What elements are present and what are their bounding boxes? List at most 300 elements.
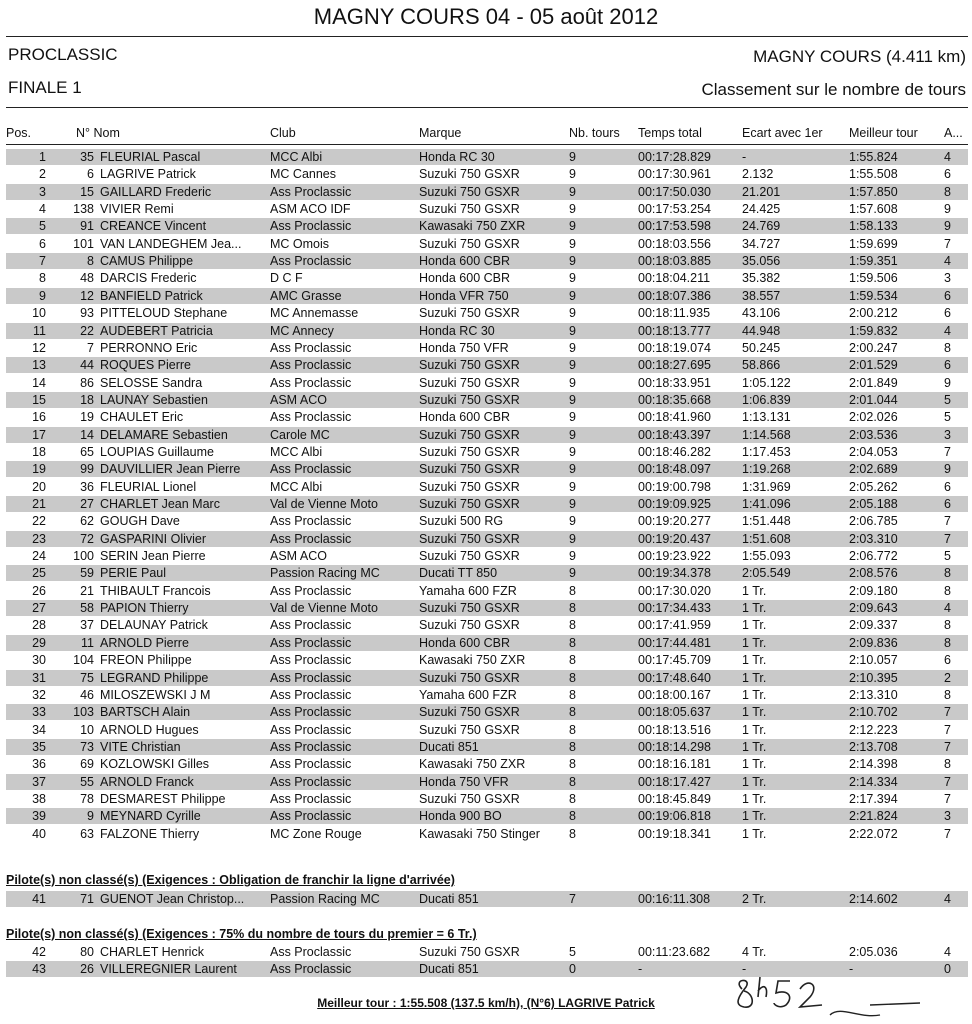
cell-tours: 8 [569, 670, 576, 685]
table-row [6, 184, 968, 200]
cell-nom: VIVIER Remi [100, 202, 174, 217]
cell-best: 2:05.188 [849, 497, 898, 511]
cell-pos: 25 [32, 566, 46, 581]
cell-best: 1:58.133 [849, 219, 898, 234]
cell-best: 2:05.036 [849, 945, 898, 959]
cell-tours: 9 [569, 150, 576, 164]
cell-pos: 11 [33, 323, 46, 338]
cell-nom: AUDEBERT Patricia [100, 323, 213, 338]
cell-nom: FALZONE Thierry [100, 826, 200, 841]
cell-pos: 13 [32, 358, 46, 373]
cell-num: 15 [80, 184, 94, 199]
cell-temps: 00:17:53.254 [638, 202, 711, 217]
cell-num: 7 [87, 340, 94, 355]
cell-num: 86 [80, 375, 94, 390]
cell-club: ASM ACO IDF [270, 202, 351, 217]
cell-temps: 00:18:13.777 [638, 323, 711, 338]
cell-best: 2:01.044 [849, 392, 898, 407]
cell-best: 1:59.351 [849, 254, 898, 269]
table-row [6, 652, 968, 668]
cell-ecart: 4 Tr. [742, 945, 767, 959]
col-club: Club [270, 126, 296, 140]
cell-num: 35 [80, 150, 94, 164]
cell-num: 55 [80, 774, 94, 789]
cell-num: 22 [80, 323, 94, 338]
cell-marque: Suzuki 750 GSXR [419, 375, 520, 390]
cell-num: 19 [80, 410, 94, 425]
cell-nom: CREANCE Vincent [100, 219, 207, 234]
cell-tours: 9 [569, 549, 576, 564]
cell-tours: 9 [569, 427, 576, 442]
cell-nom: PITTELOUD Stephane [100, 306, 228, 321]
cell-club: MCC Albi [270, 150, 323, 164]
cell-a: 4 [944, 254, 951, 269]
table-row [6, 427, 968, 443]
document-title: MAGNY COURS 04 - 05 août 2012 [313, 4, 659, 29]
cell-tours: 8 [569, 791, 576, 806]
cell-pos: 37 [32, 774, 46, 789]
cell-pos: 38 [32, 791, 46, 806]
cell-nom: CHARLET Henrick [100, 945, 204, 959]
cell-tours: 9 [569, 306, 576, 321]
cell-nom: PERRONNO Eric [100, 340, 198, 355]
cell-nom: ARNOLD Pierre [100, 635, 189, 650]
cell-num: 6 [87, 167, 94, 182]
cell-tours: 8 [569, 687, 576, 702]
cell-temps: 00:18:04.211 [638, 271, 711, 286]
cell-best: 2:14.398 [849, 757, 898, 772]
cell-a: 8 [944, 635, 951, 650]
cell-num: 73 [80, 739, 94, 754]
cell-ecart: 2 Tr. [742, 892, 767, 906]
col-a: A... [944, 126, 963, 140]
cell-num: 21 [80, 583, 94, 598]
cell-tours: 9 [569, 566, 576, 581]
cell-a: 7 [944, 514, 951, 529]
table-row [6, 496, 968, 512]
cell-ecart: 1:05.122 [742, 375, 791, 390]
cell-best: 2:14.602 [849, 892, 898, 906]
cell-best: 1:59.832 [849, 323, 898, 338]
cell-club: Ass Proclassic [270, 618, 352, 633]
cell-best: 1:59.506 [849, 271, 898, 286]
cell-a: 8 [944, 687, 951, 702]
cell-tours: 8 [569, 635, 576, 650]
cell-club: MC Cannes [270, 167, 336, 182]
circuit-label: MAGNY COURS (4.411 km) [753, 47, 966, 66]
cell-nom: FREON Philippe [100, 653, 192, 668]
cell-a: 7 [944, 791, 951, 806]
cell-best: 1:57.608 [849, 202, 898, 217]
cell-pos: 3 [39, 184, 46, 199]
cell-pos: 19 [32, 462, 46, 477]
table-row [6, 236, 968, 252]
cell-ecart: 1:51.608 [742, 531, 791, 546]
cell-a: 6 [944, 358, 951, 373]
cell-a: 9 [944, 375, 951, 390]
table-row [6, 444, 968, 460]
cell-best: 2:05.262 [849, 479, 898, 494]
cell-pos: 7 [39, 254, 46, 269]
cell-best: 2:00.212 [849, 306, 898, 321]
cell-best: 2:06.785 [849, 514, 898, 529]
cell-ecart: 1:17.453 [742, 444, 791, 459]
cell-nom: BANFIELD Patrick [100, 288, 203, 303]
cell-club: Ass Proclassic [270, 962, 352, 976]
table-row [6, 687, 968, 703]
cell-ecart: 1 Tr. [742, 791, 767, 806]
cell-num: 91 [80, 219, 94, 234]
cell-temps: 00:18:33.951 [638, 375, 711, 390]
table-row [6, 392, 968, 408]
cell-a: 7 [944, 826, 951, 841]
cell-a: 8 [944, 566, 951, 581]
cell-marque: Suzuki 750 GSXR [419, 945, 520, 959]
cell-pos: 41 [32, 892, 46, 906]
cell-temps: 00:19:18.341 [638, 826, 711, 841]
cell-temps: 00:17:48.640 [638, 670, 711, 685]
cell-marque: Honda RC 30 [419, 323, 495, 338]
cell-num: 44 [80, 358, 94, 373]
cell-club: Ass Proclassic [270, 809, 352, 824]
table-row [6, 891, 968, 907]
cell-best: 2:12.223 [849, 722, 898, 737]
cell-num: 99 [80, 462, 94, 477]
cell-temps: 00:17:45.709 [638, 653, 711, 668]
cell-temps: 00:19:23.922 [638, 549, 711, 564]
cell-best: 2:02.689 [849, 462, 898, 477]
cell-pos: 26 [32, 583, 46, 598]
cell-tours: 9 [569, 514, 576, 529]
cell-best: 2:03.536 [849, 427, 898, 442]
table-row [6, 670, 968, 686]
cell-club: Ass Proclassic [270, 653, 352, 668]
cell-temps: - [638, 962, 643, 976]
cell-club: MCC Albi [270, 479, 323, 494]
cell-pos: 31 [32, 670, 46, 685]
cell-nom: PAPION Thierry [100, 601, 189, 616]
table-row [6, 323, 968, 339]
cell-ecart: 43.106 [742, 306, 781, 321]
cell-temps: 00:17:30.961 [638, 167, 711, 182]
cell-club: Val de Vienne Moto [270, 497, 378, 511]
table-row [6, 600, 968, 616]
cell-ecart: 24.769 [742, 219, 781, 234]
cell-a: 7 [944, 705, 951, 720]
cell-tours: 9 [569, 531, 576, 546]
col-ecart: Ecart avec 1er [742, 126, 823, 140]
table-row [6, 166, 968, 182]
table-row [6, 722, 968, 738]
cell-num: 46 [80, 687, 94, 702]
ranking-subtitle: Classement sur le nombre de tours [701, 80, 966, 99]
cell-tours: 9 [569, 444, 576, 459]
table-row [6, 583, 968, 599]
cell-pos: 24 [32, 549, 46, 564]
table-row [6, 617, 968, 633]
cell-a: 4 [944, 323, 951, 338]
cell-num: 59 [80, 566, 94, 581]
cell-ecart: 1 Tr. [742, 653, 767, 668]
cell-nom: SELOSSE Sandra [100, 375, 203, 390]
table-row [6, 305, 968, 321]
cell-temps: 00:17:30.020 [638, 583, 711, 598]
cell-a: 4 [944, 150, 951, 164]
cell-tours: 8 [569, 601, 576, 616]
cell-marque: Honda RC 30 [419, 150, 495, 164]
cell-temps: 00:18:43.397 [638, 427, 711, 442]
cell-club: Ass Proclassic [270, 670, 352, 685]
cell-num: 75 [80, 670, 94, 685]
cell-ecart: 1:14.568 [742, 427, 791, 442]
cell-tours: 9 [569, 323, 576, 338]
cell-temps: 00:17:44.481 [638, 635, 711, 650]
cell-pos: 29 [32, 635, 46, 650]
cell-marque: Suzuki 750 GSXR [419, 601, 520, 616]
cell-best: 2:04.053 [849, 444, 898, 459]
cell-club: MC Zone Rouge [270, 826, 362, 841]
table-row [6, 201, 968, 217]
cell-num: 26 [80, 962, 94, 976]
handwritten-note [730, 975, 930, 1024]
cell-marque: Suzuki 750 GSXR [419, 497, 520, 511]
cell-pos: 5 [39, 219, 46, 234]
column-headers [0, 126, 972, 143]
cell-temps: 00:18:19.074 [638, 340, 711, 355]
cell-pos: 9 [39, 288, 46, 303]
cell-best: 2:13.708 [849, 739, 898, 754]
cell-nom: FLEURIAL Lionel [100, 479, 197, 494]
col-best: Meilleur tour [849, 126, 918, 140]
cell-num: 69 [80, 757, 94, 772]
cell-tours: 8 [569, 774, 576, 789]
cell-num: 78 [80, 791, 94, 806]
top-rule [6, 36, 968, 37]
cell-marque: Kawasaki 750 ZXR [419, 653, 526, 668]
cell-ecart: 1:31.969 [742, 479, 791, 494]
cell-pos: 28 [32, 618, 46, 633]
cell-ecart: 1:06.839 [742, 392, 791, 407]
cell-pos: 1 [39, 150, 46, 164]
cell-marque: Kawasaki 750 ZXR [419, 757, 526, 772]
cell-ecart: 1 Tr. [742, 601, 767, 616]
cell-nom: VITE Christian [100, 739, 181, 754]
cell-best: 2:00.247 [849, 340, 898, 355]
cell-nom: BARTSCH Alain [100, 705, 191, 720]
cell-temps: 00:17:34.433 [638, 601, 711, 616]
cell-marque: Suzuki 750 GSXR [419, 167, 520, 182]
cell-nom: DESMAREST Philippe [100, 791, 226, 806]
cell-nom: SERIN Jean Pierre [100, 549, 206, 564]
table-row [6, 149, 968, 165]
cell-ecart: 1 Tr. [742, 705, 767, 720]
cell-marque: Ducati 851 [419, 892, 479, 906]
cell-pos: 21 [32, 497, 46, 511]
cell-best: 1:59.534 [849, 288, 898, 303]
cell-marque: Suzuki 750 GSXR [419, 184, 520, 199]
cell-tours: 9 [569, 271, 576, 286]
cell-num: 27 [80, 497, 94, 511]
cell-a: 4 [944, 945, 951, 959]
cell-pos: 42 [32, 945, 46, 959]
table-row [6, 218, 968, 234]
table-row [6, 548, 968, 564]
cell-a: 9 [944, 219, 951, 234]
cell-tours: 9 [569, 410, 576, 425]
cell-ecart: 1 Tr. [742, 635, 767, 650]
cell-a: 7 [944, 722, 951, 737]
cell-temps: 00:19:34.378 [638, 566, 711, 581]
cell-tours: 9 [569, 202, 576, 217]
cell-club: Ass Proclassic [270, 583, 352, 598]
cell-ecart: 1:41.096 [742, 497, 791, 511]
cell-marque: Suzuki 750 GSXR [419, 392, 520, 407]
cell-tours: 8 [569, 583, 576, 598]
cell-club: Ass Proclassic [270, 705, 352, 720]
cell-marque: Honda 600 CBR [419, 410, 511, 425]
cell-num: 12 [80, 288, 94, 303]
table-row [6, 565, 968, 581]
cell-pos: 33 [32, 705, 46, 720]
cell-ecart: 1:19.268 [742, 462, 791, 477]
cell-a: 0 [944, 962, 951, 976]
cell-ecart: 1:13.131 [742, 410, 791, 425]
cell-best: 1:59.699 [849, 236, 898, 251]
cell-num: 10 [80, 722, 94, 737]
cell-temps: 00:18:45.849 [638, 791, 711, 806]
cell-nom: THIBAULT Francois [100, 583, 211, 598]
cell-pos: 27 [32, 601, 46, 616]
category-label: PROCLASSIC [8, 45, 118, 64]
cell-club: Ass Proclassic [270, 687, 352, 702]
cell-nom: PERIE Paul [100, 566, 167, 581]
cell-club: Ass Proclassic [270, 358, 352, 373]
cell-club: Ass Proclassic [270, 219, 352, 234]
cell-nom: LOUPIAS Guillaume [100, 444, 214, 459]
cell-marque: Ducati 851 [419, 962, 479, 976]
cell-nom: LEGRAND Philippe [100, 670, 209, 685]
cell-num: 62 [80, 514, 94, 529]
cell-temps: 00:17:28.829 [638, 150, 711, 164]
cell-tours: 8 [569, 618, 576, 633]
table-row [6, 513, 968, 529]
cell-nom: FLEURIAL Pascal [100, 150, 201, 164]
cell-nom: GOUGH Dave [100, 514, 180, 529]
cell-temps: 00:18:00.167 [638, 687, 711, 702]
cell-best: 2:09.836 [849, 635, 898, 650]
cell-club: ASM ACO [270, 549, 327, 564]
cell-ecart: 1 Tr. [742, 618, 767, 633]
cell-a: 8 [944, 340, 951, 355]
cell-ecart: - [742, 962, 747, 976]
cell-ecart: 1 Tr. [742, 722, 767, 737]
cell-tours: 9 [569, 462, 576, 477]
cell-num: 14 [80, 427, 94, 442]
cell-num: 36 [80, 479, 94, 494]
cell-pos: 15 [32, 392, 46, 407]
cell-ecart: 44.948 [742, 323, 781, 338]
cell-num: 93 [80, 306, 94, 321]
cell-temps: 00:18:41.960 [638, 410, 711, 425]
cell-club: Ass Proclassic [270, 531, 352, 546]
cell-temps: 00:17:41.959 [638, 618, 711, 633]
cell-temps: 00:18:48.097 [638, 462, 711, 477]
cell-nom: DELAUNAY Patrick [100, 618, 208, 633]
cell-a: 7 [944, 739, 951, 754]
cell-club: D C F [270, 271, 303, 286]
table-row [6, 479, 968, 495]
cell-pos: 35 [32, 739, 46, 754]
cell-a: 6 [944, 167, 951, 182]
cell-nom: MEYNARD Cyrille [100, 809, 201, 824]
cell-best: 2:06.772 [849, 549, 898, 564]
cell-temps: 00:17:53.598 [638, 219, 711, 234]
cell-tours: 9 [569, 254, 576, 269]
cell-best: - [849, 962, 854, 976]
cell-marque: Yamaha 600 FZR [419, 687, 517, 702]
cell-marque: Yamaha 600 FZR [419, 583, 517, 598]
cell-pos: 20 [32, 479, 46, 494]
race-label: FINALE 1 [8, 78, 82, 97]
cell-pos: 32 [32, 687, 46, 702]
section-unclassified-finish-title: Pilote(s) non classé(s) (Exigences : Obligation de franchir la ligne d'arrivée) [6, 873, 455, 887]
cell-temps: 00:19:20.437 [638, 531, 711, 546]
cell-tours: 8 [569, 705, 576, 720]
cell-a: 7 [944, 236, 951, 251]
cell-ecart: 1:51.448 [742, 514, 791, 529]
cell-a: 6 [944, 497, 951, 511]
cell-club: Ass Proclassic [270, 945, 352, 959]
cell-club: Val de Vienne Moto [270, 601, 378, 616]
cell-nom: LAGRIVE Patrick [100, 167, 196, 182]
cell-temps: 00:18:27.695 [638, 358, 711, 373]
col-temps: Temps total [638, 126, 702, 140]
cell-temps: 00:18:16.181 [638, 757, 711, 772]
cell-best: 2:13.310 [849, 687, 898, 702]
cell-marque: Honda 600 CBR [419, 254, 511, 269]
cell-marque: Ducati 851 [419, 739, 479, 754]
cell-marque: Kawasaki 750 Stinger [419, 826, 540, 841]
cell-best: 2:01.529 [849, 358, 898, 373]
cell-a: 6 [944, 288, 951, 303]
cell-marque: Suzuki 750 GSXR [419, 236, 520, 251]
table-row [6, 270, 968, 286]
cell-club: Ass Proclassic [270, 340, 352, 355]
cell-temps: 00:11:23.682 [638, 945, 711, 959]
cell-a: 9 [944, 202, 951, 217]
cell-pos: 8 [39, 271, 46, 286]
cell-tours: 9 [569, 288, 576, 303]
cell-tours: 8 [569, 739, 576, 754]
cell-pos: 39 [32, 809, 46, 824]
cell-tours: 9 [569, 392, 576, 407]
best-lap-footer: Meilleur tour : 1:55.508 (137.5 km/h), (N°6) LAGRIVE Patrick [317, 996, 655, 1010]
cell-nom: CHARLET Jean Marc [100, 497, 220, 511]
cell-nom: GASPARINI Olivier [100, 531, 207, 546]
cell-tours: 9 [569, 219, 576, 234]
cell-pos: 43 [32, 962, 46, 976]
cell-pos: 34 [32, 722, 46, 737]
table-row [6, 756, 968, 772]
cell-club: Ass Proclassic [270, 514, 352, 529]
cell-a: 5 [944, 549, 951, 564]
cell-ecart: 1 Tr. [742, 583, 767, 598]
cell-club: Ass Proclassic [270, 254, 352, 269]
table-row [6, 461, 968, 477]
table-row [6, 791, 968, 807]
cell-best: 2:10.395 [849, 670, 898, 685]
cell-tours: 0 [569, 962, 576, 976]
